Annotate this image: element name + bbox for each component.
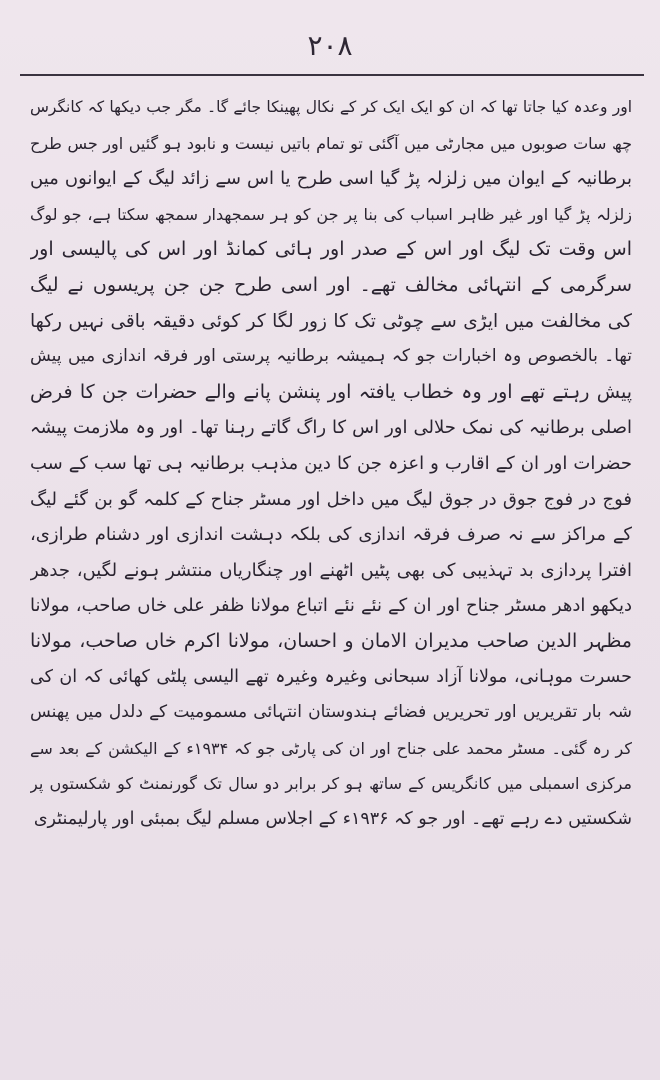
text-line: برطانیہ کے ایوان میں زلزلہ پڑ گیا اسی طرح یا اس سے زائد لیگ کے ایوانوں میں bbox=[30, 168, 632, 190]
text-line: حسرت موہانی، مولانا آزاد سبحانی وغیرہ وغیرہ تھے الیسی پلٹی کھائی کہ ان کی bbox=[30, 666, 632, 687]
text-line: کر رہ گئی۔ مسٹر محمد علی جناح اور ان کی پارٹی جو کہ ۱۹۳۴ء کے الیکشن کے بعد سے bbox=[30, 738, 632, 758]
text-line: دیکھو ادھر مسٹر جناح اور ان کے نئے نئے اتباع مولانا ظفر علی خاں صاحب، مولانا bbox=[30, 595, 632, 617]
text-line: تھا۔ بالخصوص وہ اخبارات جو کہ ہمیشہ برطانیہ پرستی اور فرقہ اندازی میں پیش bbox=[30, 346, 632, 367]
text-line: مرکزی اسمبلی میں کانگریس کے ساتھ ہو کر برابر دو سال تک گورنمنٹ کو شکستوں پر bbox=[30, 774, 632, 794]
text-line: شکستیں دے رہے تھے۔ اور جو کہ ۱۹۳۶ء کے اجلاس مسلم لیگ بمبئی اور پارلیمنٹری bbox=[33, 808, 632, 829]
body-text bbox=[30, 90, 632, 837]
text-line: کے مراکز سے نہ صرف فرقہ اندازی کی بلکہ دہشت اندازی اور دشنام طرازی، bbox=[30, 524, 632, 546]
text-line: زلزلہ پڑ گیا اور غیر ظاہر اسباب کی بنا پر جن کو ہر سمجھدار سمجھ سکتا ہے، جو لوگ bbox=[30, 204, 632, 224]
text-line: چھ سات صوبوں میں مجارٹی میں آگئی تو تمام باتیں نیست و نابود ہو گئیں اور جس طرح bbox=[30, 133, 632, 153]
text-line: فوج در فوج جوق در جوق لیگ میں داخل اور مسٹر جناح کے کلمہ گو بن گئے لیگ bbox=[30, 488, 632, 510]
header-rule bbox=[20, 74, 644, 76]
text-line: حضرات اور ان کے اقارب و اعزہ جن کا دین مذہب برطانیہ ہی تھا سب کے سب bbox=[30, 452, 632, 474]
text-line: کی مخالفت میں ایڑی سے چوٹی تک کا زور لگا کر کوئی دقیقہ باقی نہیں رکھا bbox=[30, 310, 632, 332]
text-line: اصلی برطانیہ کی نمک حلالی اور اس کا راگ گاتے رہنا تھا۔ اور وہ ملازمت پیشہ bbox=[30, 417, 632, 439]
page-number: ۲۰۸ bbox=[307, 29, 353, 62]
text-line: شہ بار تقریریں اور تحریریں فضائے ہندوستان انتہائی مسمومیت کے دلدل میں پھنس bbox=[30, 702, 632, 723]
text-line: افترا پردازی بد تہذیبی کی بھی پٹیں اٹھنے اور چنگاریاں منتشر ہونے لگیں، جدھر bbox=[30, 559, 632, 581]
text-line: اس وقت تک لیگ اور اس کے صدر اور ہائی کمانڈ اور اس کی پالیسی اور bbox=[30, 238, 632, 261]
text-line: پیش رہتے تھے اور وہ خطاب یافتہ اور پنشن پانے والے حضرات جن کا فرض bbox=[30, 380, 632, 403]
text-line: سرگرمی کے انتہائی مخالف تھے۔ اور اسی طرح جن جن پریسوں نے لیگ bbox=[30, 273, 632, 296]
text-line: مظہر الدین صاحب مدیران الامان و احسان، مولانا اکرم خاں صاحب، مولانا bbox=[30, 629, 632, 652]
text-line: اور وعدہ کیا جاتا تھا کہ ان کو ایک ایک کر کے نکال پھینکا جائے گا۔ مگر جب دیکھا کہ کانگرس bbox=[30, 98, 632, 116]
